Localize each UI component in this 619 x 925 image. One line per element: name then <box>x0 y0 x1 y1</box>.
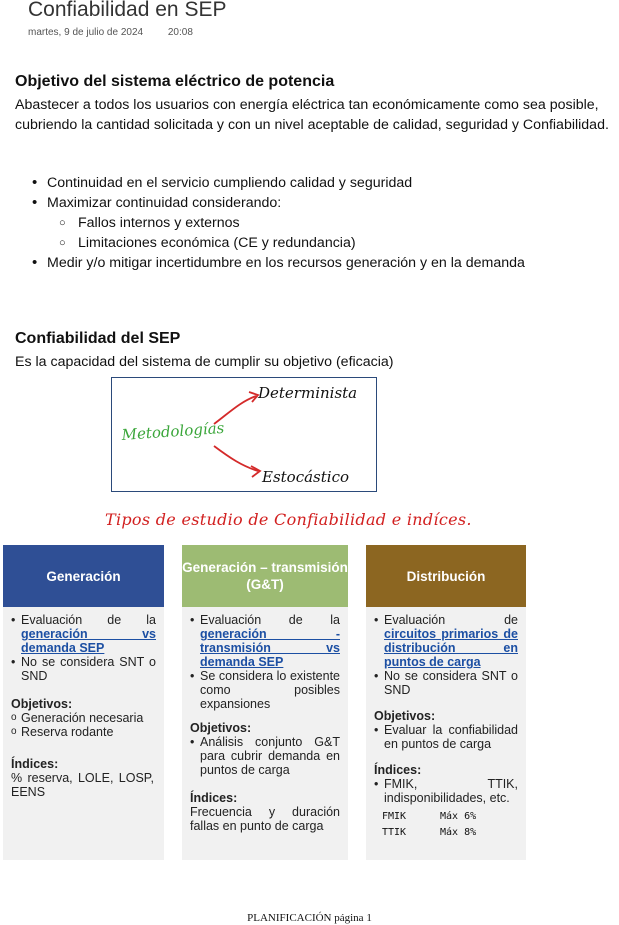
indices-label: Índices: <box>11 757 59 771</box>
column-distribucion <box>366 545 526 860</box>
list-item: • Maximizar continuidad considerando: <box>15 193 615 213</box>
diagram-bottom-label: Estocástico <box>262 468 350 486</box>
hand-note-value: Máx 8% <box>440 827 477 838</box>
eval-text: Evaluación de la <box>200 613 340 627</box>
section-paragraph-confiabilidad: Es la capacidad del sistema de cumplir su objetivo (eficacia) <box>15 354 394 370</box>
objective-item: o Generación necesaria <box>11 711 156 725</box>
indices-label: Índices: <box>374 763 422 777</box>
eval-text: Evaluación de <box>384 613 518 627</box>
eval-item <box>190 613 340 669</box>
objectives-label: Objetivos: <box>374 709 436 723</box>
methodology-diagram-svg <box>112 378 378 493</box>
objective-item: • Análisis conjunto G&T para cubrir demanda en puntos de carga <box>190 735 340 777</box>
eval-text: Evaluación de la <box>21 613 156 627</box>
column-gt <box>182 545 348 860</box>
page-title: Confiabilidad en SEP <box>28 0 227 21</box>
column-header: Generación <box>3 545 164 607</box>
handwritten-notes <box>374 809 518 841</box>
page-date: martes, 9 de julio de 2024 <box>28 27 144 38</box>
hand-note-key: TTIK <box>382 827 407 838</box>
eval-highlight: circuitos primarios de distribución en puntos de carga <box>384 627 518 669</box>
column-body <box>182 607 348 833</box>
page-time: 20:08 <box>167 27 193 38</box>
diagram-center-label: Metodologías <box>121 418 225 444</box>
list-subitem: ○ Limitaciones económica (CE y redundancia) <box>15 233 615 253</box>
indices-text: % reserva, LOLE, LOSP, EENS <box>11 771 154 799</box>
methodology-diagram <box>111 377 377 492</box>
objectives-label: Objetivos: <box>11 697 73 711</box>
section-heading-confiabilidad: Confiabilidad del SEP <box>15 330 181 347</box>
indices-label: Índices: <box>190 791 238 805</box>
section-heading-objetivo: Objetivo del sistema eléctrico de potencia <box>15 73 335 90</box>
arrow-down-head <box>251 466 260 477</box>
handwritten-banner: Tipos de estudio de Confiabilidad e indíces. <box>105 510 472 529</box>
section-paragraph-objetivo: Abastecer a todos los usuarios con energía eléctrica tan económicamente como sea posible, cubriendo la cantidad solicitada y con un nivel aceptable de calidad, seguridad y Confiabilidad. <box>15 97 609 133</box>
eval-item <box>11 613 156 655</box>
list-item: • Medir y/o mitigar incertidumbre en los recursos generación y en la demanda <box>15 253 615 273</box>
list-subitem: ○ Fallos internos y externos <box>15 213 615 233</box>
hand-note-row <box>382 825 518 841</box>
hand-note-key: FMIK <box>382 811 407 822</box>
objective-item: o Reserva rodante <box>11 725 156 739</box>
note-item: • Se considera lo existente como posibles expansiones <box>190 669 340 711</box>
eval-highlight: generación vs demanda SEP <box>21 627 156 655</box>
page-footer: PLANIFICACIÓN página 1 <box>247 912 372 924</box>
eval-highlight: generación - transmisión vs demanda SEP <box>200 627 340 669</box>
note-item: • No se considera SNT o SND <box>11 655 156 683</box>
column-body <box>3 607 164 799</box>
list-item: • Continuidad en el servicio cumpliendo calidad y seguridad <box>15 173 615 193</box>
diagram-top-label: Determinista <box>258 384 358 402</box>
indices-text: • FMIK, TTIK, indisponibilidades, etc. <box>374 777 518 805</box>
page-meta <box>28 27 215 38</box>
indices-text: Frecuencia y duración fallas en punto de carga <box>190 805 340 833</box>
column-header: Distribución <box>366 545 526 607</box>
eval-item <box>374 613 518 669</box>
arrow-up <box>214 396 256 424</box>
hand-note-value: Máx 6% <box>440 811 477 822</box>
bullet-list <box>15 173 615 273</box>
objective-item: • Evaluar la confiabilidad en puntos de carga <box>374 723 518 751</box>
column-body <box>366 607 526 841</box>
hand-note-row <box>382 809 518 825</box>
column-generacion <box>3 545 164 860</box>
column-header: Generación – transmisión (G&T) <box>182 545 348 607</box>
note-item: • No se considera SNT o SND <box>374 669 518 697</box>
objectives-label: Objetivos: <box>190 721 252 735</box>
